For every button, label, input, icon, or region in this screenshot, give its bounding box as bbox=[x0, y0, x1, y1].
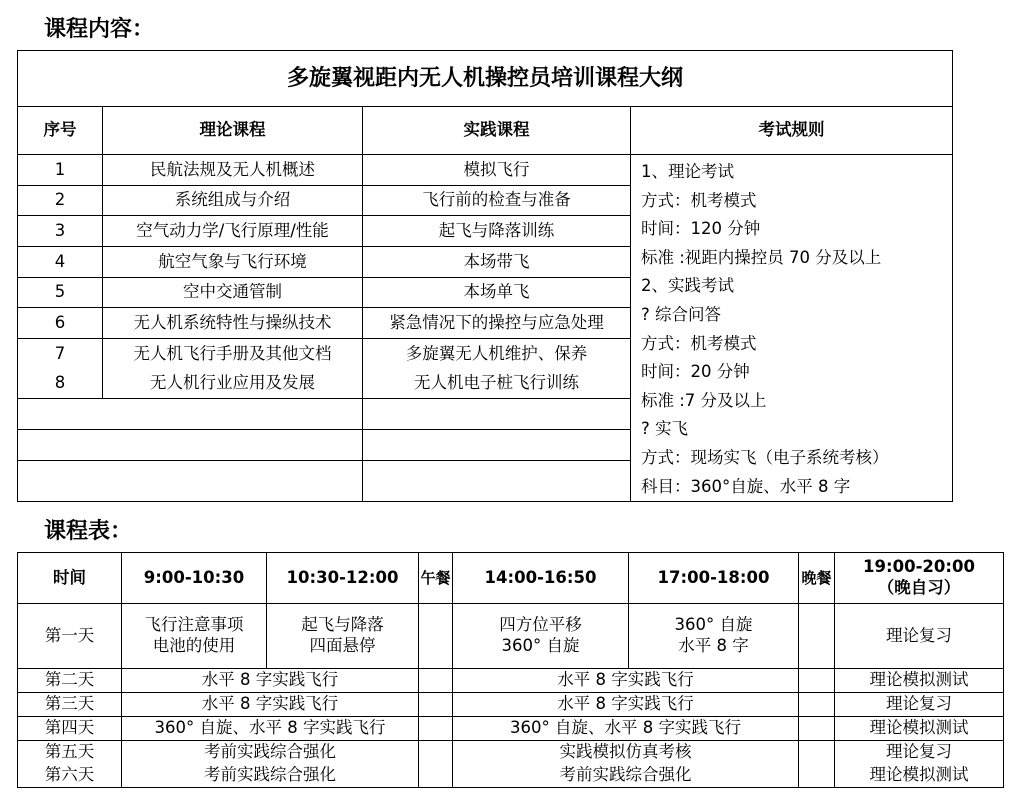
afternoon-cell: 360° 自旋、水平 8 字实践飞行 bbox=[453, 717, 799, 741]
row-index: 4 bbox=[18, 247, 103, 278]
empty-cell bbox=[18, 430, 363, 461]
header-index: 序号 bbox=[18, 107, 103, 155]
row-theory: 系统组成与介绍 bbox=[103, 185, 363, 216]
lunch-cell bbox=[419, 717, 453, 741]
afternoon-cell: 水平 8 字实践飞行 bbox=[453, 669, 799, 693]
lunch-cell bbox=[419, 741, 453, 765]
row-practice: 本场带飞 bbox=[363, 247, 631, 278]
row-index: 5 bbox=[18, 277, 103, 308]
header-evening-time: 19:00-20:00 bbox=[863, 557, 975, 577]
empty-cell bbox=[18, 460, 363, 501]
schedule-line: 四面悬停 bbox=[309, 636, 376, 655]
afternoon-cell: 考前实践综合强化 bbox=[453, 764, 799, 788]
row-index: 6 bbox=[18, 308, 103, 339]
schedule-line: 飞行注意事项 bbox=[144, 615, 244, 635]
evening-cell: 理论模拟测试 bbox=[835, 669, 1004, 693]
row-practice: 多旋翼无人机维护、保养 bbox=[363, 339, 631, 369]
day-label: 第四天 bbox=[18, 717, 122, 741]
day-label: 第五天 bbox=[18, 741, 122, 765]
row-theory: 空气动力学/飞行原理/性能 bbox=[103, 216, 363, 247]
exam-rule-line: ? 实飞 bbox=[641, 419, 689, 439]
header-evening-sub: （晚自习） bbox=[877, 578, 961, 597]
row-practice: 模拟飞行 bbox=[363, 155, 631, 186]
schedule-line: 起飞与降落 bbox=[301, 615, 384, 635]
lunch-cell bbox=[419, 693, 453, 717]
day1-slot4 bbox=[629, 604, 799, 669]
exam-rule-line: ? 综合问答 bbox=[641, 304, 722, 324]
row-practice: 无人机电子桩飞行训练 bbox=[363, 369, 631, 399]
day1-evening: 理论复习 bbox=[835, 604, 1004, 669]
header-dinner: 晚餐 bbox=[799, 553, 835, 604]
schedule-line: 360° 自旋 bbox=[501, 636, 580, 655]
morning-cell: 考前实践综合强化 bbox=[122, 764, 419, 788]
evening-cell: 理论模拟测试 bbox=[835, 764, 1004, 788]
row-theory: 民航法规及无人机概述 bbox=[103, 155, 363, 186]
exam-rule-line: 标准 :视距内操控员 70 分及以上 bbox=[641, 247, 882, 267]
empty-cell bbox=[363, 399, 631, 430]
day1-slot1 bbox=[122, 604, 267, 669]
row-index: 1 bbox=[18, 155, 103, 186]
row-index: 3 bbox=[18, 216, 103, 247]
exam-rule-line: 时间：20 分钟 bbox=[641, 362, 750, 382]
exam-rule-line: 方式：机考模式 bbox=[641, 333, 757, 353]
lunch-cell bbox=[419, 604, 453, 669]
exam-rule-line: 方式：机考模式 bbox=[641, 190, 757, 210]
exam-rules bbox=[631, 155, 953, 502]
dinner-cell bbox=[799, 764, 835, 788]
header-theory: 理论课程 bbox=[103, 107, 363, 155]
evening-cell: 理论复习 bbox=[835, 693, 1004, 717]
lunch-cell bbox=[419, 669, 453, 693]
day-label: 第二天 bbox=[18, 669, 122, 693]
dinner-cell bbox=[799, 741, 835, 765]
header-slot-4: 17:00-18:00 bbox=[629, 553, 799, 604]
header-slot-1: 9:00-10:30 bbox=[122, 553, 267, 604]
morning-cell: 360° 自旋、水平 8 字实践飞行 bbox=[122, 717, 419, 741]
schedule-table bbox=[17, 552, 1004, 788]
schedule-line: 四方位平移 bbox=[499, 615, 582, 635]
morning-cell: 考前实践综合强化 bbox=[122, 741, 419, 765]
empty-cell bbox=[363, 430, 631, 461]
exam-rule-line: 科目：360°自旋、水平 8 字 bbox=[641, 476, 851, 496]
row-theory: 空中交通管制 bbox=[103, 277, 363, 308]
header-slot-3: 14:00-16:50 bbox=[453, 553, 629, 604]
day1-slot2 bbox=[267, 604, 419, 669]
course-outline-table bbox=[17, 50, 953, 502]
row-index: 2 bbox=[18, 185, 103, 216]
row-theory: 航空气象与飞行环境 bbox=[103, 247, 363, 278]
day-label: 第三天 bbox=[18, 693, 122, 717]
dinner-cell bbox=[799, 717, 835, 741]
row-theory: 无人机行业应用及发展 bbox=[103, 369, 363, 399]
empty-cell bbox=[18, 399, 363, 430]
afternoon-cell: 实践模拟仿真考核 bbox=[453, 741, 799, 765]
day-label: 第一天 bbox=[18, 604, 122, 669]
exam-rule-line: 2、实践考试 bbox=[641, 276, 734, 296]
header-practice: 实践课程 bbox=[363, 107, 631, 155]
row-theory: 无人机系统特性与操纵技术 bbox=[103, 308, 363, 339]
morning-cell: 水平 8 字实践飞行 bbox=[122, 693, 419, 717]
outline-title: 多旋翼视距内无人机操控员培训课程大纲 bbox=[18, 51, 953, 107]
row-practice: 紧急情况下的操控与应急处理 bbox=[363, 308, 631, 339]
row-index: 8 bbox=[18, 369, 103, 399]
section-title-schedule: 课程表： bbox=[44, 519, 133, 544]
exam-rule-line: 1、理论考试 bbox=[641, 162, 734, 181]
row-practice: 本场单飞 bbox=[363, 277, 631, 308]
header-time: 时间 bbox=[18, 553, 122, 604]
empty-cell bbox=[363, 460, 631, 501]
evening-cell: 理论模拟测试 bbox=[835, 717, 1004, 741]
row-practice: 飞行前的检查与准备 bbox=[363, 185, 631, 216]
header-slot-2: 10:30-12:00 bbox=[267, 553, 419, 604]
dinner-cell bbox=[799, 604, 835, 669]
day1-slot3 bbox=[453, 604, 629, 669]
section-title-course-content: 课程内容： bbox=[44, 17, 155, 42]
row-index: 7 bbox=[18, 339, 103, 369]
exam-rule-line: 方式：现场实飞（电子系统考核） bbox=[641, 447, 889, 467]
row-theory: 无人机飞行手册及其他文档 bbox=[103, 339, 363, 369]
header-evening bbox=[835, 553, 1004, 604]
dinner-cell bbox=[799, 669, 835, 693]
schedule-line: 水平 8 字 bbox=[678, 636, 749, 655]
morning-cell: 水平 8 字实践飞行 bbox=[122, 669, 419, 693]
lunch-cell bbox=[419, 764, 453, 788]
schedule-line: 360° 自旋 bbox=[674, 615, 753, 635]
day-label: 第六天 bbox=[18, 764, 122, 788]
dinner-cell bbox=[799, 693, 835, 717]
row-practice: 起飞与降落训练 bbox=[363, 216, 631, 247]
afternoon-cell: 水平 8 字实践飞行 bbox=[453, 693, 799, 717]
evening-cell: 理论复习 bbox=[835, 741, 1004, 765]
header-lunch: 午餐 bbox=[419, 553, 453, 604]
exam-rule-line: 时间：120 分钟 bbox=[641, 219, 761, 239]
schedule-line: 电池的使用 bbox=[152, 636, 236, 655]
header-exam: 考试规则 bbox=[631, 107, 953, 155]
exam-rule-line: 标准 :7 分及以上 bbox=[641, 390, 767, 410]
